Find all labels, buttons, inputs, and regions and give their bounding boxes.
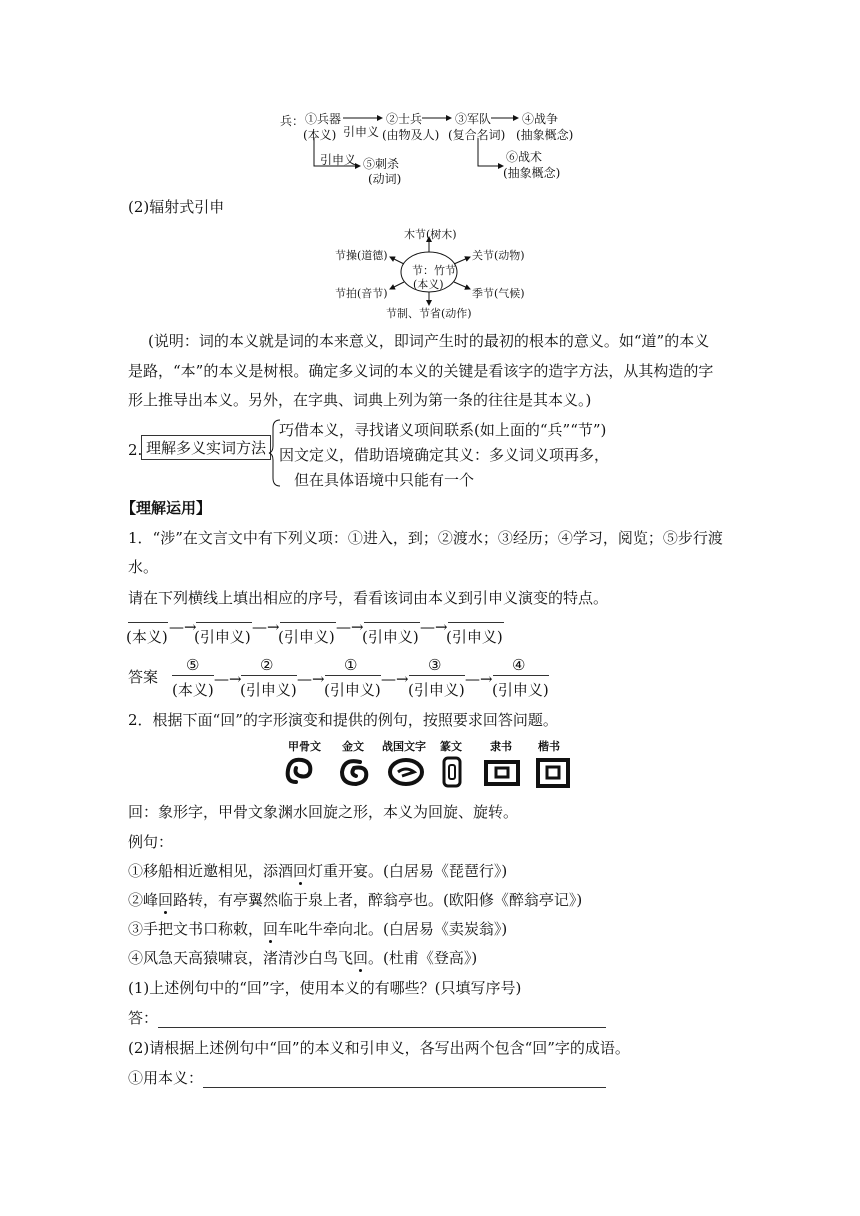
method-number: 2. [128, 441, 143, 459]
blank-line[interactable] [128, 622, 168, 623]
bing-edge-label-2: 引申义 [320, 153, 357, 167]
answer-1: ⑤ [186, 656, 200, 674]
bing-node-4: ④战争 [522, 112, 559, 126]
apply-heading: 【理解运用】 [121, 499, 212, 517]
script-name: 金文 [342, 740, 364, 753]
bing-node-5: ⑤刺杀 [363, 157, 400, 171]
script-name: 隶书 [490, 740, 512, 753]
bing-node-2-note: (由物及人) [382, 128, 440, 142]
example-text: 路转，有亭翼然临于泉上者，醉翁亭也。(欧阳修《醉翁亭记》) [173, 891, 583, 909]
chain-label-3: (引申义) [324, 681, 381, 699]
script-name: 篆文 [440, 740, 462, 753]
chain-label-1: (本义) [126, 628, 168, 646]
arrow-icon: —→ [465, 670, 493, 688]
blank-line[interactable] [448, 622, 504, 623]
chain-label-5: (引申义) [492, 681, 549, 699]
bing-node-2: ②士兵 [386, 112, 423, 126]
answer-row-2 [128, 1067, 606, 1088]
q1-line-2: 水。 [128, 558, 159, 576]
blank-line[interactable] [280, 622, 336, 623]
answer-label: 答案 [128, 668, 159, 686]
chain-label-2: (引申义) [194, 628, 251, 646]
example-text: ②峰 [128, 891, 159, 909]
answer-prefix: ①用本义： [128, 1069, 204, 1087]
example-4 [128, 947, 477, 968]
answer-line [325, 675, 381, 676]
script-name: 甲骨文 [288, 740, 321, 753]
examples-label: 例句： [128, 833, 174, 851]
answer-3: ① [344, 656, 358, 674]
jie-meaning-left-bottom: 节拍(音节) [335, 287, 388, 300]
arrow-icon: —→ [169, 618, 197, 636]
chain-label-1: (本义) [172, 681, 214, 699]
blank-line[interactable] [196, 622, 252, 623]
hui-glyph-forms-icon [282, 752, 582, 792]
bing-node-3: ③军队 [455, 112, 492, 126]
arrow-icon: —→ [297, 670, 325, 688]
q2-desc: 回：象形字，甲骨文象渊水回旋之形，本义为回旋、旋转。 [128, 803, 519, 821]
jie-center-label: 节：竹节 [412, 264, 456, 277]
method-line-2: 因文定义，借助语境确定其义：多义词义项再多， [279, 446, 610, 464]
bing-node-1-note: (本义) [303, 128, 337, 142]
arrow-icon: —→ [214, 670, 242, 688]
jie-meaning-top: 木节(树木) [404, 228, 457, 241]
arrow-icon: —→ [420, 618, 448, 636]
example-2 [128, 889, 582, 910]
example-3 [128, 918, 507, 939]
method-label: 理解多义实词方法 [141, 435, 271, 460]
chain-label-2: (引申义) [240, 681, 297, 699]
jie-meaning-right-bottom: 季节(气候) [472, 287, 525, 300]
jie-meaning-right-top: 关节(动物) [472, 249, 525, 262]
answer-5: ④ [512, 656, 526, 674]
bing-diagram-arrows [0, 0, 860, 200]
answer-prefix: 答： [128, 1009, 159, 1027]
example-text: 灯重开宴。(白居易《琵琶行》) [308, 862, 508, 880]
arrow-icon: —→ [381, 670, 409, 688]
q1-line-3: 请在下列横线上填出相应的序号，看看该词由本义到引申义演变的特点。 [128, 589, 609, 607]
answer-line [172, 675, 214, 676]
example-text: 车叱牛牵向北。(白居易《卖炭翁》) [278, 920, 508, 938]
answer-blank[interactable] [158, 1009, 606, 1028]
emphasized-char: 回 [293, 862, 309, 880]
script-name: 楷书 [538, 740, 560, 753]
bing-node-3-note: (复合名词) [448, 128, 506, 142]
bing-node-6-note: (抽象概念) [503, 166, 561, 180]
chain-label-3: (引申义) [278, 628, 335, 646]
answer-blank[interactable] [203, 1069, 606, 1088]
emphasized-char: 回 [263, 920, 279, 938]
answer-line [241, 675, 297, 676]
bing-node-5-note: (动词) [368, 172, 402, 186]
example-text: ①移船相近邀相见，添酒 [128, 862, 294, 880]
bing-root: 兵： [280, 114, 305, 128]
note-line-1: (说明：词的本义就是词的本来意义，即词产生时的最初的根本的意义。如“道”的本义 [148, 332, 710, 350]
blank-line[interactable] [364, 622, 420, 623]
answer-4: ③ [428, 656, 442, 674]
q1-line-1: 1．“涉”在文言文中有下列义项：①进入，到；②渡水；③经历；④学习，阅览；⑤步行渡 [128, 529, 723, 547]
section-radial-heading: (2)辐射式引申 [128, 198, 225, 216]
jie-center-note: (本义) [413, 278, 444, 291]
bing-node-4-note: (抽象概念) [516, 128, 574, 142]
answer-line [493, 675, 549, 676]
jie-meaning-bottom: 节制、节省(动作) [386, 307, 472, 320]
note-line-2: 是路，“本”的本义是树根。确定多义词的本义的关键是看该字的造字方法，从其构造的字 [128, 362, 714, 380]
q2-intro: 2．根据下面“回”的字形演变和提供的例句，按照要求回答问题。 [128, 711, 558, 729]
example-text: ④风急天高猿啸哀，渚清沙白鸟飞 [128, 949, 354, 967]
example-text: 。(杜甫《登高》) [368, 949, 478, 967]
emphasized-char: 回 [158, 891, 174, 909]
arrow-icon: —→ [336, 618, 364, 636]
example-1 [128, 860, 507, 881]
answer-2: ② [260, 656, 274, 674]
bing-edge-label-1: 引申义 [343, 125, 380, 139]
method-line-3: 但在具体语境中只能有一个 [294, 471, 475, 489]
method-line-1: 巧借本义，寻找诸义项间联系(如上面的“兵”“节”) [279, 421, 607, 439]
example-text: ③手把文书口称敕， [128, 920, 264, 938]
emphasized-char: 回 [353, 949, 369, 967]
chain-label-4: (引申义) [408, 681, 465, 699]
answer-line [409, 675, 465, 676]
arrow-icon: —→ [252, 618, 280, 636]
bing-node-1: ①兵器 [305, 112, 342, 126]
answer-row-1 [128, 1007, 606, 1028]
script-name: 战国文字 [382, 740, 426, 753]
bing-node-6: ⑥战术 [506, 150, 543, 164]
jie-meaning-left-top: 节操(道德) [335, 249, 388, 262]
chain-label-5: (引申义) [446, 628, 503, 646]
chain-label-4: (引申义) [362, 628, 419, 646]
sub-question-2: (2)请根据上述例句中“回”的本义和引申义，各写出两个包含“回”字的成语。 [128, 1039, 630, 1057]
sub-question-1: (1)上述例句中的“回”字，使用本义的有哪些？(只填写序号) [128, 979, 522, 997]
note-line-3: 形上推导出本义。另外，在字典、词典上列为第一条的往往是其本义。) [128, 391, 592, 409]
